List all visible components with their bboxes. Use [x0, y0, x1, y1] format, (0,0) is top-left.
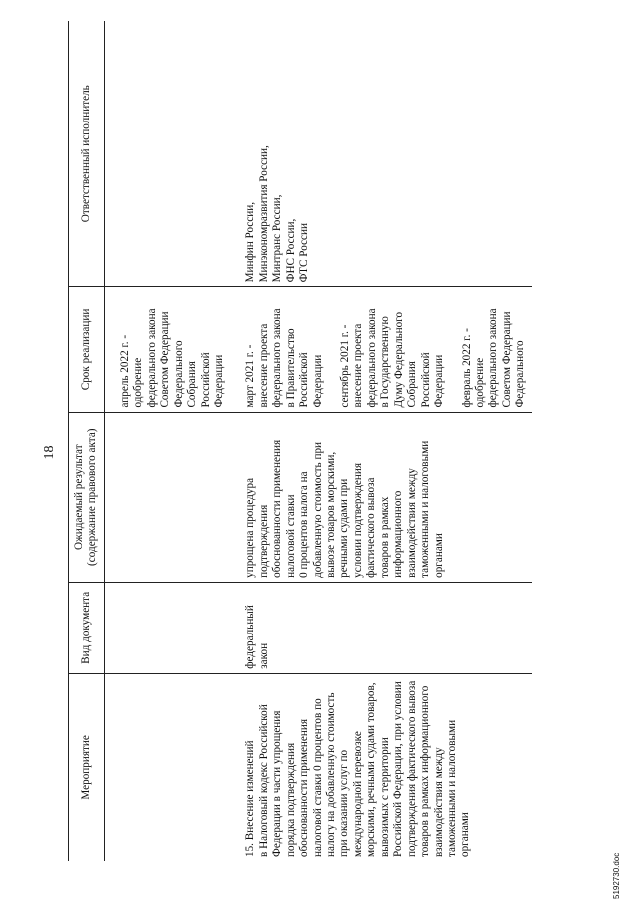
table-row — [230, 21, 531, 861]
header-doc-type: Вид документа — [69, 582, 105, 673]
deadline-step-2: сентябрь 2021 г. - внесение проекта федерального закона в Государственную Думу Федерального Собрания Российской Федерации — [339, 308, 446, 408]
page-number: 18 — [42, 445, 57, 460]
cell-empty — [104, 582, 230, 673]
header-measure: Мероприятие — [69, 673, 105, 861]
deadline-step-3: февраль 2022 г. - одобрение федерального закона Советом Федерации Федерального — [460, 308, 527, 408]
table-header-row — [69, 21, 105, 861]
plan-table — [68, 21, 532, 861]
table-row — [104, 21, 230, 861]
deadline-step-1: март 2021 г. - внесение проекта федерального закона в Правительство Российской Федерации — [244, 308, 324, 408]
document-id: 5192730.doc — [612, 852, 621, 899]
header-result: Ожидаемый результат (содержание правового акта) — [69, 412, 105, 582]
cell-measure: 15. Внесение изменений в Налоговый кодекс Российской Федерации в части упрощения порядка подтверждения обоснованности применения налоговой ставки 0 процентов по налогу на добавленную стоимость при оказании услуг по международной перевозке морскими, речными судами товаров, вывозимых с территории Российской Федерации, при условии подтверждения фактического вывоза товаров в рамках информационного взаимодействия между таможенными и налоговыми органами — [244, 680, 472, 857]
cell-result: упрощена процедура подтверждения обоснованности применения налоговой ставки 0 процентов налога на добавленную стоимость при вывозе товаров морскими, речными судами при условии подтверждения фактического вывоза товаров в рамках информационного взаимодействия между таможенными и налоговыми органами — [230, 412, 531, 582]
cell-empty — [104, 673, 230, 861]
cell-deadline-prev: апрель 2022 г. - одобрение федерального закона Советом Федерации Федерального Собрания Российской Федерации — [104, 287, 230, 412]
header-executor: Ответственный исполнитель — [69, 21, 105, 287]
cell-deadline — [230, 287, 531, 412]
cell-empty — [104, 21, 230, 287]
header-deadline: Срок реализации — [69, 287, 105, 412]
cell-empty — [104, 412, 230, 582]
cell-doc-type: федеральный закон — [230, 582, 531, 673]
cell-executors: Минфин России, Минэкономразвития России, Минтранс России, ФНС России, ФТС России — [230, 21, 531, 287]
